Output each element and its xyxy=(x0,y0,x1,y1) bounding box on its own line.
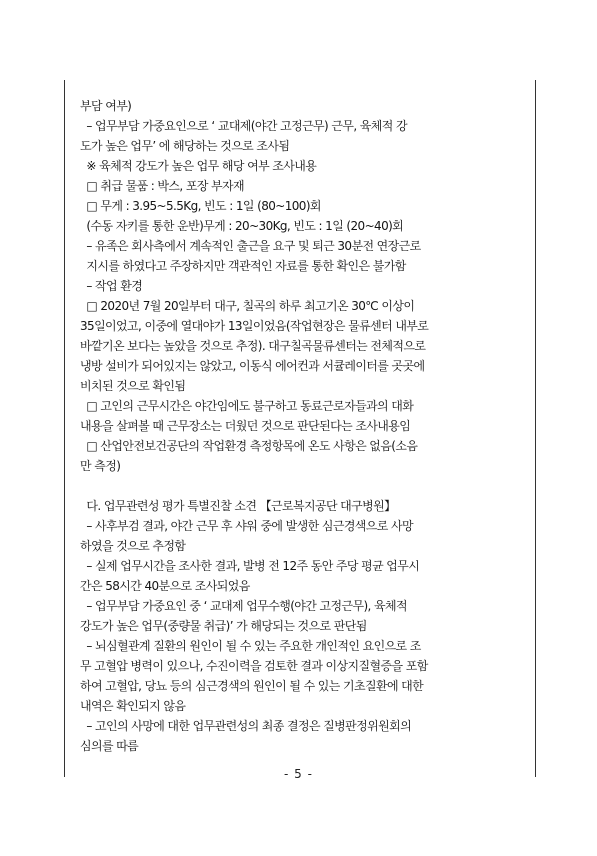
text-line: 무 고혈압 병력이 있으나, 수진이력을 검토한 결과 이상지질혈증을 포함 xyxy=(80,659,428,673)
text-line: – 실제 업무시간을 조사한 결과, 발병 전 12주 동안 주당 평균 업무시 xyxy=(80,559,420,573)
text-line: 하여 고혈압, 당뇨 등의 심근경색의 원인이 될 수 있는 기초질환에 대한 xyxy=(80,679,424,693)
page-number: - 5 - xyxy=(284,767,313,781)
text-line: (수동 자키를 통한 운반)무게 : 20~30Kg, 빈도 : 1일 (20~40)회 xyxy=(80,219,404,233)
text-line: – 뇌심혈관계 질환의 원인이 될 수 있는 주요한 개인적인 요인으로 조 xyxy=(80,639,421,653)
text-line: – 사후부검 결과, 야간 근무 후 샤워 중에 발생한 심근경색으로 사망 xyxy=(80,519,413,533)
text-line: □ 2020년 7월 20일부터 대구, 칠곡의 하루 최고기온 30℃ 이상이 xyxy=(80,299,415,313)
text-line: 35일이었고, 이중에 열대야가 13일이었음(작업현장은 물류센터 내부로 xyxy=(80,319,429,333)
text-line: 강도가 높은 업무(중량물 취급)’ 가 해당되는 것으로 판단됨 xyxy=(80,619,367,633)
text-line: – 업무부담 가중요인 중 ‘ 교대제 업무수행(야간 고정근무), 육체적 xyxy=(80,599,407,613)
text-line: □ 고인의 근무시간은 야간임에도 불구하고 동료근로자들과의 대화 xyxy=(80,399,414,413)
text-line: 만 측정) xyxy=(80,459,121,473)
text-line: ※ 육체적 강도가 높은 업무 해당 여부 조사내용 xyxy=(80,159,317,173)
text-line: – 고인의 사망에 대한 업무관련성의 최종 결정은 질병판정위원회의 xyxy=(80,719,412,733)
text-line: 지시를 하였다고 주장하지만 객관적인 자료를 통한 확인은 불가함 xyxy=(80,259,406,273)
text-line: □ 무게 : 3.95~5.5Kg, 빈도 : 1일 (80~100)회 xyxy=(80,199,321,213)
section-heading: 다. 업무관련성 평가 특별진찰 소견 【근로복지공단 대구병원】 xyxy=(80,499,396,513)
text-line: 냉방 설비가 되어있지는 않았고, 이동식 에어컨과 서큘레이터를 곳곳에 xyxy=(80,359,425,373)
text-line: □ 취급 물품 : 박스, 포장 부자재 xyxy=(80,179,245,193)
text-line: 심의를 따름 xyxy=(80,739,139,753)
text-line: 하였을 것으로 추정함 xyxy=(80,539,186,553)
text-line: □ 산업안전보건공단의 작업환경 측정항목에 온도 사항은 없음(소음 xyxy=(80,439,418,453)
text-line: 비치된 것으로 확인됨 xyxy=(80,379,186,393)
text-line: 바깥기온 보다는 높았을 것으로 추정). 대구칠곡물류센터는 전체적으로 xyxy=(80,339,426,353)
text-line: – 유족은 회사측에서 계속적인 출근을 요구 및 퇴근 30분전 연장근로 xyxy=(80,239,421,253)
text-line: 간은 58시간 40분으로 조사되었음 xyxy=(80,579,250,593)
text-line: – 작업 환경 xyxy=(80,279,143,293)
text-line: 도가 높은 업무’ 에 해당하는 것으로 조사됨 xyxy=(80,139,290,153)
text-line: 내용을 살펴볼 때 근무장소는 더웠던 것으로 판단된다는 조사내용임 xyxy=(80,419,411,433)
text-line: 내역은 확인되지 않음 xyxy=(80,699,186,713)
text-line: – 업무부담 가중요인으로 ‘ 교대제(야간 고정근무) 근무, 육체적 강 xyxy=(80,119,407,133)
text-line: 부담 여부) xyxy=(80,99,132,113)
